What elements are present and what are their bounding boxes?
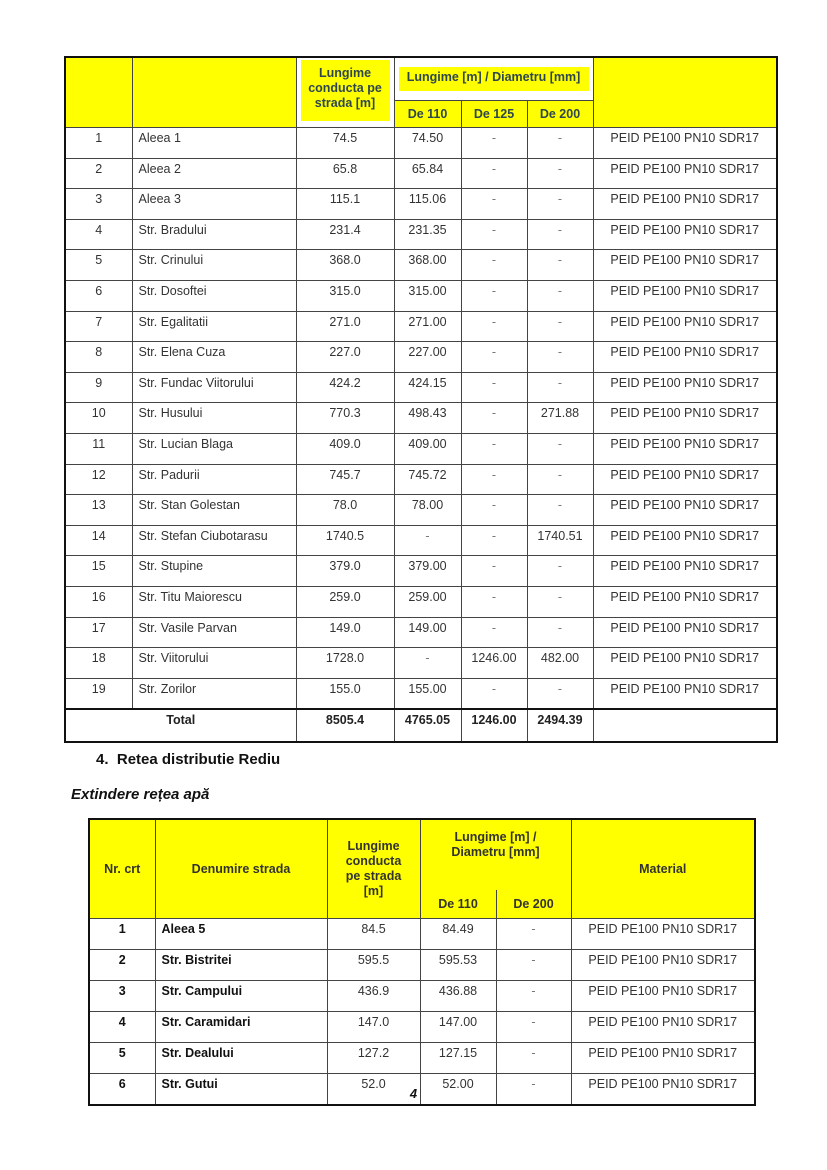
length-de200: - <box>527 342 593 373</box>
length-de110: 65.84 <box>394 158 461 189</box>
material: PEID PE100 PN10 SDR17 <box>593 648 777 679</box>
street-name: Str. Fundac Viitorului <box>132 372 296 403</box>
length-on-street: 770.3 <box>296 403 394 434</box>
pipe-lengths-table-1 <box>64 56 778 743</box>
length-de200: - <box>527 556 593 587</box>
row-number: 2 <box>65 158 132 189</box>
street-name: Aleea 2 <box>132 158 296 189</box>
row-number: 3 <box>65 189 132 220</box>
length-de200: - <box>527 280 593 311</box>
length-de200: - <box>496 1074 571 1106</box>
length-on-street: 368.0 <box>296 250 394 281</box>
total-material-empty <box>593 709 777 742</box>
table-header-row <box>65 57 777 101</box>
street-name: Str. Campului <box>155 981 327 1012</box>
length-de125: - <box>461 158 527 189</box>
length-on-street: 1740.5 <box>296 525 394 556</box>
header-de110: De 110 <box>394 101 461 128</box>
length-de110: 78.00 <box>394 495 461 526</box>
row-number: 18 <box>65 648 132 679</box>
header-nr-cell <box>65 57 132 128</box>
street-name: Aleea 5 <box>155 919 327 950</box>
length-de110: 231.35 <box>394 219 461 250</box>
material: PEID PE100 PN10 SDR17 <box>571 981 755 1012</box>
street-name: Str. Caramidari <box>155 1012 327 1043</box>
header-de125: De 125 <box>461 101 527 128</box>
total-de125: 1246.00 <box>461 709 527 742</box>
length-on-street: 231.4 <box>296 219 394 250</box>
length-de110: 149.00 <box>394 617 461 648</box>
length-de200: - <box>527 219 593 250</box>
length-on-street: 409.0 <box>296 433 394 464</box>
length-de110: 74.50 <box>394 128 461 159</box>
length-on-street: 147.0 <box>327 1012 420 1043</box>
length-on-street: 155.0 <box>296 678 394 709</box>
table-row <box>65 648 777 679</box>
table-row <box>65 617 777 648</box>
table-row <box>65 495 777 526</box>
length-de125: - <box>461 219 527 250</box>
length-de200: - <box>527 372 593 403</box>
table-row <box>65 464 777 495</box>
length-de200: - <box>496 950 571 981</box>
row-number: 5 <box>65 250 132 281</box>
length-de200: - <box>527 128 593 159</box>
length-de125: - <box>461 525 527 556</box>
length-de125: - <box>461 495 527 526</box>
row-number: 8 <box>65 342 132 373</box>
table-row <box>89 981 755 1012</box>
length-de110: 227.00 <box>394 342 461 373</box>
length-de110: 127.15 <box>420 1043 496 1074</box>
length-de125: - <box>461 403 527 434</box>
length-on-street: 115.1 <box>296 189 394 220</box>
length-de200: - <box>527 678 593 709</box>
street-name: Str. Titu Maiorescu <box>132 586 296 617</box>
street-name: Str. Elena Cuza <box>132 342 296 373</box>
total-row <box>65 709 777 742</box>
length-de125: - <box>461 128 527 159</box>
material: PEID PE100 PN10 SDR17 <box>571 1012 755 1043</box>
length-de125: - <box>461 189 527 220</box>
row-number: 3 <box>89 981 155 1012</box>
length-on-street: 65.8 <box>296 158 394 189</box>
table-row <box>65 525 777 556</box>
header-length-on-street-label: Lungime conducta pe strada [m] <box>345 839 402 898</box>
length-de200: - <box>527 495 593 526</box>
street-name: Str. Dosoftei <box>132 280 296 311</box>
length-on-street: 227.0 <box>296 342 394 373</box>
length-on-street: 84.5 <box>327 919 420 950</box>
length-de110: 409.00 <box>394 433 461 464</box>
row-number: 14 <box>65 525 132 556</box>
length-on-street: 74.5 <box>296 128 394 159</box>
table-row <box>65 556 777 587</box>
header-length-diameter-label: Lungime [m] / Diametru [mm] <box>451 830 540 859</box>
total-length: 8505.4 <box>296 709 394 742</box>
length-on-street: 52.0 <box>327 1074 420 1106</box>
material: PEID PE100 PN10 SDR17 <box>593 219 777 250</box>
material: PEID PE100 PN10 SDR17 <box>593 678 777 709</box>
length-on-street: 379.0 <box>296 556 394 587</box>
length-on-street: 595.5 <box>327 950 420 981</box>
header-length-on-street <box>327 819 420 919</box>
total-de110: 4765.05 <box>394 709 461 742</box>
header-street-cell <box>132 57 296 128</box>
row-number: 6 <box>89 1074 155 1106</box>
table-row <box>65 403 777 434</box>
street-name: Str. Gutui <box>155 1074 327 1106</box>
street-name: Str. Viitorului <box>132 648 296 679</box>
page-number: 4 <box>409 1086 418 1101</box>
material: PEID PE100 PN10 SDR17 <box>571 1043 755 1074</box>
length-on-street: 259.0 <box>296 586 394 617</box>
section-subtitle: Extindere rețea apă <box>71 786 210 803</box>
length-de110: 315.00 <box>394 280 461 311</box>
row-number: 9 <box>65 372 132 403</box>
row-number: 10 <box>65 403 132 434</box>
table-row <box>65 586 777 617</box>
table-row <box>65 372 777 403</box>
length-de200: 1740.51 <box>527 525 593 556</box>
header-length-diameter-group <box>420 819 571 890</box>
length-de110: - <box>394 648 461 679</box>
length-on-street: 271.0 <box>296 311 394 342</box>
length-de200: 271.88 <box>527 403 593 434</box>
length-de110: 115.06 <box>394 189 461 220</box>
table-row <box>89 1012 755 1043</box>
row-number: 19 <box>65 678 132 709</box>
street-name: Str. Crinului <box>132 250 296 281</box>
length-de125: - <box>461 250 527 281</box>
section-title: Retea distributie Rediu <box>116 751 281 768</box>
material: PEID PE100 PN10 SDR17 <box>593 158 777 189</box>
table-row <box>65 219 777 250</box>
header-length-diameter-group <box>394 57 593 101</box>
table-row <box>65 678 777 709</box>
length-on-street: 436.9 <box>327 981 420 1012</box>
table-row <box>65 158 777 189</box>
header-length-on-street <box>296 57 394 128</box>
street-name: Str. Lucian Blaga <box>132 433 296 464</box>
length-de200: - <box>496 981 571 1012</box>
material: PEID PE100 PN10 SDR17 <box>593 525 777 556</box>
street-name: Str. Stefan Ciubotarasu <box>132 525 296 556</box>
header-nr: Nr. crt <box>89 819 155 919</box>
length-de110: 155.00 <box>394 678 461 709</box>
street-name: Str. Bistritei <box>155 950 327 981</box>
material: PEID PE100 PN10 SDR17 <box>593 403 777 434</box>
table-row <box>89 1043 755 1074</box>
street-name: Str. Stan Golestan <box>132 495 296 526</box>
header-de200: De 200 <box>527 101 593 128</box>
row-number: 4 <box>65 219 132 250</box>
length-de125: - <box>461 678 527 709</box>
length-de200: - <box>527 617 593 648</box>
length-on-street: 424.2 <box>296 372 394 403</box>
length-on-street: 149.0 <box>296 617 394 648</box>
row-number: 15 <box>65 556 132 587</box>
row-number: 16 <box>65 586 132 617</box>
length-de110: 271.00 <box>394 311 461 342</box>
row-number: 7 <box>65 311 132 342</box>
table-row <box>65 342 777 373</box>
length-de110: 498.43 <box>394 403 461 434</box>
material: PEID PE100 PN10 SDR17 <box>571 919 755 950</box>
length-de200: - <box>527 189 593 220</box>
street-name: Str. Dealului <box>155 1043 327 1074</box>
length-de200: - <box>496 1043 571 1074</box>
row-number: 1 <box>89 919 155 950</box>
row-number: 2 <box>89 950 155 981</box>
material: PEID PE100 PN10 SDR17 <box>571 1074 755 1106</box>
street-name: Str. Vasile Parvan <box>132 617 296 648</box>
table-row <box>65 280 777 311</box>
street-name: Str. Zorilor <box>132 678 296 709</box>
length-de110: 424.15 <box>394 372 461 403</box>
table-row <box>65 189 777 220</box>
length-de125: - <box>461 617 527 648</box>
material: PEID PE100 PN10 SDR17 <box>593 342 777 373</box>
length-de125: - <box>461 342 527 373</box>
header-street: Denumire strada <box>155 819 327 919</box>
material: PEID PE100 PN10 SDR17 <box>593 372 777 403</box>
length-de125: - <box>461 311 527 342</box>
length-de200: - <box>527 586 593 617</box>
length-de110: 147.00 <box>420 1012 496 1043</box>
row-number: 6 <box>65 280 132 311</box>
table-row <box>89 950 755 981</box>
street-name: Str. Husului <box>132 403 296 434</box>
length-de200: - <box>527 464 593 495</box>
length-de110: 436.88 <box>420 981 496 1012</box>
material: PEID PE100 PN10 SDR17 <box>593 128 777 159</box>
street-name: Str. Stupine <box>132 556 296 587</box>
length-de110: 368.00 <box>394 250 461 281</box>
section-number: 4. <box>96 751 109 768</box>
length-on-street: 745.7 <box>296 464 394 495</box>
length-de125: - <box>461 586 527 617</box>
length-de200: 482.00 <box>527 648 593 679</box>
row-number: 13 <box>65 495 132 526</box>
table-row <box>89 919 755 950</box>
length-de110: - <box>394 525 461 556</box>
material: PEID PE100 PN10 SDR17 <box>593 495 777 526</box>
length-de110: 379.00 <box>394 556 461 587</box>
length-on-street: 315.0 <box>296 280 394 311</box>
length-de125: - <box>461 372 527 403</box>
material: PEID PE100 PN10 SDR17 <box>593 311 777 342</box>
row-number: 11 <box>65 433 132 464</box>
length-de200: - <box>527 311 593 342</box>
table-row <box>65 433 777 464</box>
street-name: Str. Padurii <box>132 464 296 495</box>
table-row <box>65 250 777 281</box>
section-heading <box>96 751 280 768</box>
length-de125: 1246.00 <box>461 648 527 679</box>
length-on-street: 78.0 <box>296 495 394 526</box>
material: PEID PE100 PN10 SDR17 <box>593 280 777 311</box>
street-name: Str. Egalitatii <box>132 311 296 342</box>
material: PEID PE100 PN10 SDR17 <box>593 464 777 495</box>
header-material-cell <box>593 57 777 128</box>
header-length-on-street-label: Lungime conducta pe strada [m] <box>301 60 390 121</box>
length-on-street: 1728.0 <box>296 648 394 679</box>
street-name: Aleea 1 <box>132 128 296 159</box>
pipe-lengths-table-2 <box>88 818 756 1106</box>
total-label: Total <box>65 709 296 742</box>
material: PEID PE100 PN10 SDR17 <box>593 586 777 617</box>
length-de125: - <box>461 556 527 587</box>
length-de200: - <box>496 1012 571 1043</box>
table-row <box>65 311 777 342</box>
length-de110: 52.00 <box>420 1074 496 1106</box>
row-number: 4 <box>89 1012 155 1043</box>
header-length-diameter-label: Lungime [m] / Diametru [mm] <box>399 67 589 91</box>
length-de110: 84.49 <box>420 919 496 950</box>
length-de200: - <box>527 250 593 281</box>
row-number: 12 <box>65 464 132 495</box>
table-row <box>65 128 777 159</box>
length-de110: 745.72 <box>394 464 461 495</box>
material: PEID PE100 PN10 SDR17 <box>571 950 755 981</box>
row-number: 1 <box>65 128 132 159</box>
total-de200: 2494.39 <box>527 709 593 742</box>
length-de200: - <box>527 158 593 189</box>
row-number: 17 <box>65 617 132 648</box>
material: PEID PE100 PN10 SDR17 <box>593 617 777 648</box>
street-name: Str. Bradului <box>132 219 296 250</box>
length-de125: - <box>461 433 527 464</box>
material: PEID PE100 PN10 SDR17 <box>593 189 777 220</box>
header-de110: De 110 <box>420 890 496 919</box>
length-de200: - <box>496 919 571 950</box>
length-on-street: 127.2 <box>327 1043 420 1074</box>
material: PEID PE100 PN10 SDR17 <box>593 250 777 281</box>
row-number: 5 <box>89 1043 155 1074</box>
length-de110: 595.53 <box>420 950 496 981</box>
length-de125: - <box>461 280 527 311</box>
header-material: Material <box>571 819 755 919</box>
table-header-row <box>89 819 755 890</box>
length-de125: - <box>461 464 527 495</box>
street-name: Aleea 3 <box>132 189 296 220</box>
material: PEID PE100 PN10 SDR17 <box>593 556 777 587</box>
length-de200: - <box>527 433 593 464</box>
header-de200: De 200 <box>496 890 571 919</box>
length-de110: 259.00 <box>394 586 461 617</box>
material: PEID PE100 PN10 SDR17 <box>593 433 777 464</box>
